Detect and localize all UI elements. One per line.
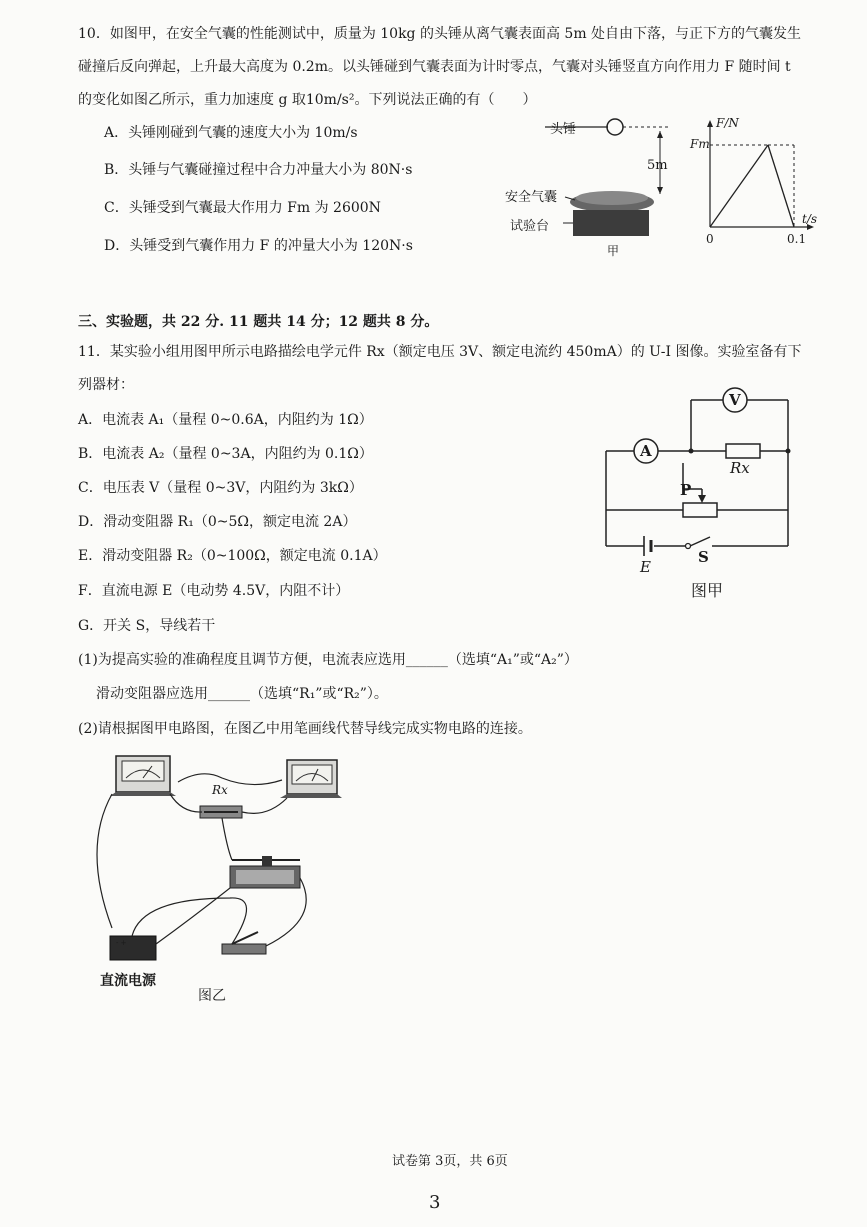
- q10-option-c: C．头锤受到气囊最大作用力 Fm 为 2600N: [104, 200, 381, 216]
- physical-circuit-photo: [82, 748, 342, 968]
- q10-option-d: D．头锤受到气囊作用力 F 的冲量大小为 120N·s: [104, 238, 413, 254]
- force-time-graph: [690, 115, 820, 250]
- power-supply-label: 直流电源: [100, 973, 156, 989]
- height-label: 5m: [647, 158, 668, 173]
- q11-line-1: 11．某实验小组用图甲所示电路描绘电学元件 Rx（额定电压 3V、额定电流约 450mA）的 U-I 图像。实验室备有下: [78, 344, 802, 360]
- time-end-label: 0.1: [787, 232, 807, 246]
- origin-label: 0: [706, 232, 714, 246]
- equipment-item-g: G．开关 S，导线若干: [78, 618, 216, 634]
- equipment-item-f: F．直流电源 E（电动势 4.5V，内阻不计）: [78, 583, 350, 599]
- ammeter-symbol: A: [640, 442, 652, 460]
- platform-label: 试验台: [510, 219, 550, 234]
- force-axis-label: F/N: [716, 116, 739, 130]
- switch-device-icon: [222, 932, 266, 954]
- q10-option-a: A．头锤刚碰到气囊的速度大小为 10m/s: [104, 125, 358, 141]
- rheostat-device-icon: [230, 856, 300, 888]
- page-number: 3: [429, 1192, 441, 1213]
- q11-line-2: 列器材：: [78, 377, 134, 393]
- airbag-label: 安全气囊: [505, 190, 558, 205]
- q10-line-3: 的变化如图乙所示，重力加速度 g 取10m/s²。下列说法正确的有（ ）: [78, 92, 537, 108]
- equipment-item-a: A．电流表 A₁（量程 0~0.6A，内阻约为 1Ω）: [78, 412, 373, 428]
- voltmeter-symbol: V: [729, 391, 741, 409]
- figure-jia-circuit-caption: 图甲: [691, 581, 724, 600]
- fm-label: Fm: [690, 137, 710, 151]
- equipment-item-e: E．滑动变阻器 R₂（0~100Ω，额定电流 0.1A）: [78, 548, 387, 564]
- q10-line-2: 碰撞后反向弹起，上升最大高度为 0.2m。以头锤碰到气囊表面为计时零点，气囊对头锤竖直方向作用力 F 随时间 t: [78, 59, 791, 75]
- page-info: 试卷第 3页，共 6页: [392, 1154, 508, 1169]
- equipment-item-c: C．电压表 V（量程 0~3V，内阻约为 3kΩ）: [78, 480, 363, 496]
- figure-jia-caption: 甲: [607, 244, 620, 258]
- head-hammer-label: 头锤: [550, 122, 577, 137]
- q11-sub2: (2)请根据图甲电路图，在图乙中用笔画线代替导线完成实物电路的连接。: [78, 721, 532, 737]
- battery-device-icon: [110, 936, 156, 960]
- equipment-item-b: B．电流表 A₂（量程 0~3A，内阻约为 0.1Ω）: [78, 446, 373, 462]
- rx-device-label: Rx: [212, 783, 228, 797]
- battery-e-label: E: [640, 558, 651, 576]
- voltmeter-device-icon: [280, 760, 342, 798]
- q11-sub1-line-b: 滑动变阻器应选用______（选填“R₁”或“R₂”）。: [96, 686, 388, 702]
- q11-sub1-line-a: (1)为提高实验的准确程度且调节方便，电流表应选用______（选填“A₁”或“A₂”）: [78, 652, 578, 668]
- figure-yi-caption: 图乙: [198, 988, 226, 1004]
- svg-text:- +: - +: [116, 939, 127, 947]
- time-axis-label: t/s: [802, 212, 818, 226]
- equipment-item-d: D．滑动变阻器 R₁（0~5Ω，额定电流 2A）: [78, 514, 357, 530]
- ammeter-device-icon: [110, 756, 176, 796]
- q10-line-1: 10．如图甲，在安全气囊的性能测试中，质量为 10kg 的头锤从离气囊表面高 5m 处自由下落，与正下方的气囊发生: [78, 26, 802, 42]
- switch-s-label: S: [698, 548, 709, 566]
- q10-option-b: B．头锤与气囊碰撞过程中合力冲量大小为 80N·s: [104, 162, 413, 178]
- section-3-heading: 三、实验题，共 22 分. 11 题共 14 分；12 题共 8 分。: [78, 314, 439, 330]
- rx-symbol: Rx: [730, 459, 750, 477]
- slider-p-label: P: [680, 481, 692, 499]
